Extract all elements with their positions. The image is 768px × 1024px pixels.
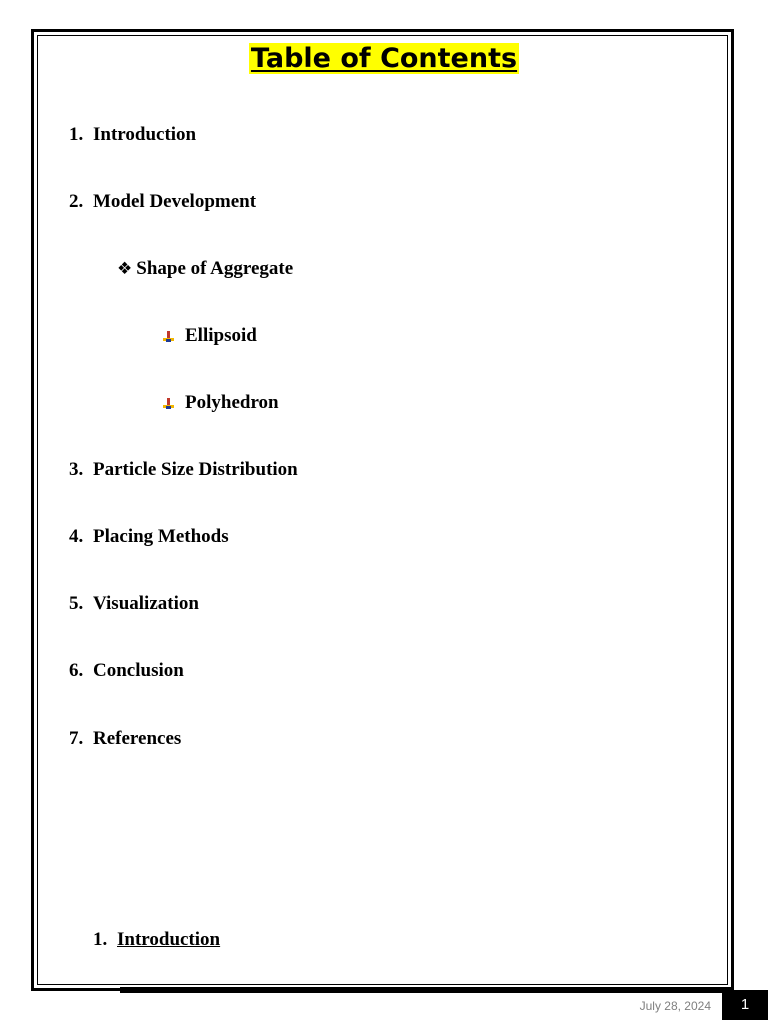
toc-item-number: 3. — [69, 459, 84, 480]
footer-rule-left — [34, 989, 124, 991]
diamond-bullet-icon: ❖ — [117, 259, 133, 279]
section-number: 1. — [93, 929, 108, 950]
arrow-bullet-icon — [163, 398, 174, 409]
toc-item-label: Polyhedron — [185, 392, 279, 413]
toc-item-number: 4. — [69, 526, 84, 547]
toc-item-number: 7. — [69, 728, 84, 749]
toc-item-ellipsoid[interactable] — [163, 325, 257, 347]
toc-item-label: Visualization — [93, 593, 199, 614]
page-title-text: Table of Contents — [250, 43, 518, 74]
page-number-badge: 1 — [722, 990, 768, 1020]
toc-item-polyhedron[interactable] — [163, 392, 279, 414]
toc-item-shape-of-aggregate[interactable] — [117, 258, 293, 280]
toc-item-label: Placing Methods — [93, 526, 229, 547]
toc-item-number: 1. — [69, 124, 84, 145]
toc-item-label: Particle Size Distribution — [93, 459, 298, 480]
toc-item-label: Shape of Aggregate — [136, 258, 294, 279]
toc-item-model-development[interactable] — [69, 191, 256, 213]
toc-item-label: Model Development — [93, 191, 257, 212]
toc-item-visualization[interactable] — [69, 593, 199, 615]
toc-item-label: References — [93, 728, 182, 749]
toc-item-conclusion[interactable] — [69, 660, 184, 682]
toc-item-number: 6. — [69, 660, 84, 681]
footer-rule — [120, 987, 734, 993]
toc-item-introduction[interactable] — [69, 124, 196, 146]
page-border-inner — [37, 35, 728, 985]
toc-item-particle-size-distribution[interactable] — [69, 459, 298, 481]
arrow-bullet-icon — [163, 331, 174, 342]
page-title — [0, 43, 768, 74]
toc-item-references[interactable] — [69, 728, 181, 750]
toc-item-label: Ellipsoid — [185, 325, 257, 346]
toc-item-number: 2. — [69, 191, 84, 212]
toc-item-label: Conclusion — [93, 660, 184, 681]
toc-item-label: Introduction — [93, 124, 197, 145]
toc-item-placing-methods[interactable] — [69, 526, 229, 548]
section-heading-introduction — [93, 929, 220, 951]
toc-item-number: 5. — [69, 593, 84, 614]
section-label: Introduction — [117, 929, 221, 950]
footer-date: July 28, 2024 — [639, 999, 711, 1013]
